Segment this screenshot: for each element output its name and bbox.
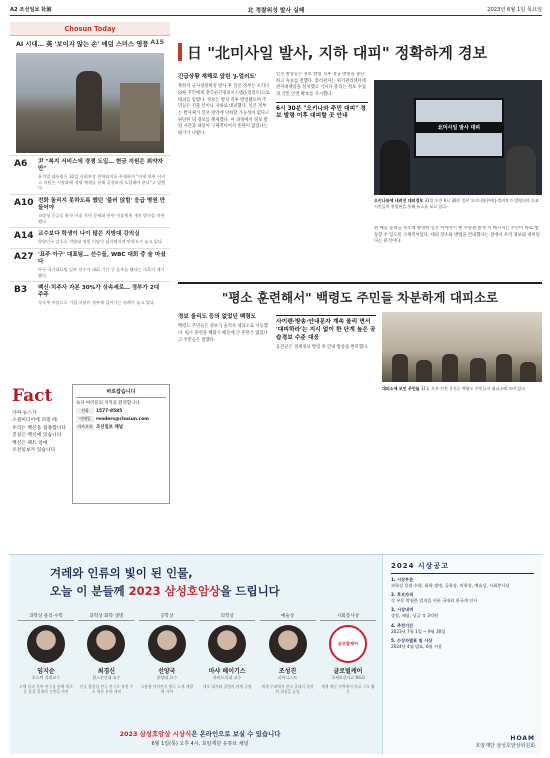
foundation-logo: HOAM 호암재단 삼성호암상위원회	[475, 735, 535, 749]
main-photo	[374, 80, 542, 195]
index-item[interactable]	[10, 155, 170, 194]
ad-notice	[382, 555, 542, 755]
index-desc: 상속세 부담으로 기업 지분이 정부에 넘어가는 사례가 늘고 있다.	[38, 300, 156, 306]
lead-photo	[16, 53, 164, 153]
main-col-3	[374, 226, 542, 276]
main-body-2: 일본 방송들은 경보 발령 직후 정규 방송을 중단하고 속보를 전했다. 총리관저는 위기관리센터에 관저대책실을 설치했고 기시다 총리는 정보 수집과 국민 안전 확보를 지시했다.	[276, 72, 366, 97]
notice-item: 1. 시상부문 과학상 물리·수학, 화학·생명, 공학상, 의학상, 예술상, 사회봉사상	[391, 577, 510, 589]
header-topic: 北 정찰위성 발사 실패	[247, 8, 305, 14]
person-silhouette	[506, 146, 536, 195]
main-col-1	[178, 72, 270, 272]
category-label: 사회봉사상	[320, 613, 376, 621]
notice-item: 4. 추천기간 2023년 7월 1일 ~ 9월 30일	[391, 622, 446, 634]
chosun-today-label: Chosun Today	[10, 22, 170, 36]
index-page: B3	[14, 285, 28, 296]
index-title: 교수보다 학생이 나이 많은 지방대 강의실	[38, 231, 140, 238]
notice-title: 2024 시상공고	[391, 561, 534, 574]
second-body-1: 백령도 주민들은 경보가 울리자 대피소로 이동했다. 평소 훈련을 해왔기 때문에 큰 혼란은 없었다고 주민들은 말했다.	[178, 324, 268, 343]
corrections-title: 바로잡습니다	[76, 388, 166, 398]
winner-card: 글로벌케어 글로벌케어 국제보건의료 NGO 세계 재난 지역에서 의료 구호 활동	[320, 625, 376, 694]
index-item[interactable]	[10, 281, 170, 309]
corrections-box	[72, 384, 170, 504]
second-subhead-2: 사이렌·방송·안내문자 계속 울리 면서 '대피하라'는 지시 없이 한 단계 높은 공습경보 수준 대응	[276, 315, 376, 342]
today-lead-page: A15	[150, 39, 164, 46]
statue-figure	[76, 71, 102, 131]
second-col-1	[178, 312, 270, 548]
index-title: 백신·치주사 자본 30%가 상속세로… 정부가 2대 주주	[38, 285, 160, 299]
winner-portrait	[87, 625, 125, 663]
index-title: '표주 아구' 대표팀… 선수들, WBC 대회 중 술 마셨다	[38, 251, 166, 265]
winner-card: 마샤 헤이기스 하버드의대 교수 세포 대사와 질병의 관계 규명	[199, 625, 255, 694]
index-desc: 야구 국가대표팀 일부 선수가 대회 기간 중 음주를 했다는 의혹이 제기됐다.	[38, 266, 165, 278]
winner-card: 선양국 한양대 교수 고용량 이차전지 양극 소재 개발에 기여	[139, 625, 195, 694]
index-item[interactable]	[10, 227, 170, 248]
index-page: A10	[14, 197, 34, 208]
index-desc: 소방청 응급실 환자 이송 지연 문제와 관련 이송체계 개선 방안을 마련했다.	[38, 212, 165, 224]
second-photo-caption: 대피소에 모인 주민들 31일 오전 인천 옹진군 백령도 주민들이 대피소에 모여 있다.	[382, 386, 527, 391]
contact-phone[interactable]: 전화 1577-8585	[76, 408, 166, 414]
fact-slogan: 가짜 뉴스가 소셜미디어에 퍼질 때 우리는 백신을 접종합니다 진실은 백신에 있습니다 백신은 팩트 앞에 조선일보가 있습니다	[12, 411, 67, 454]
index-title: 尹 "복지 서비스에 경쟁 도입… 현금 지원은 최약자만"	[38, 159, 163, 172]
main-body-3: 관 매동 승려들 정오께 방영한 일본 미야자키 현 수송관 발생 시 메시지는 주민이 바로 행동할 수 있도록 구체적이었다. 대피 장소와 방법을 안내했다는 점에서 우리 경보와 대비된다는 분석이다.	[374, 226, 540, 245]
category-label: 과학상 물리·수학	[18, 613, 74, 621]
category-label: 예술상	[260, 613, 316, 621]
contact-kakao[interactable]: 카카오톡 조선일보 채널	[77, 424, 123, 430]
second-subhead-1: 경보 울리도 등의 없었던 백령도	[178, 314, 257, 320]
fact-logo: Fact	[12, 386, 53, 406]
category-label: 공학상	[139, 613, 195, 621]
winner-card: 최경신 위스콘신대 교수 인공 광합성 전극 연구로 청정 수소 생산 분야 개척	[78, 625, 134, 694]
index-item[interactable]	[10, 194, 170, 227]
winner-portrait	[148, 625, 186, 663]
main-headline: 日 "北미사일 발사, 지하 대피" 정확하게 경보	[178, 40, 542, 64]
ad-headline-1: 겨레와 인류의 빛이 된 인물,	[50, 566, 193, 580]
ad-headline-2: 오늘 이 분들께 2023 삼성호암상을 드립니다	[50, 584, 280, 598]
fact-box	[10, 384, 170, 504]
second-body-2: 옹진군은 경계경보 발령 후 안내 방송을 반복했다.	[276, 345, 369, 351]
index-item[interactable]	[10, 248, 170, 281]
today-lead[interactable]	[10, 36, 170, 51]
headline-marker	[178, 43, 182, 61]
second-col-2	[276, 312, 376, 548]
globalcare-logo-icon: 글로벌케어	[329, 625, 367, 663]
winner-card: 조성진 피아니스트 세계 무대에서 한국 클래식 음악의 위상을 높임	[260, 625, 316, 694]
notice-item: 5. 수상자발표 및 시상 2024년 4월 발표, 6월 시상	[391, 637, 442, 649]
main-col-2	[276, 72, 368, 272]
screen-text: 北미사일 발사 대피	[416, 122, 502, 133]
category-label: 의학상	[199, 613, 255, 621]
notice-item: 3. 시상내역 상장, 메달, 상금 각 3억원	[391, 607, 439, 619]
winner-card: 임지순 포스텍 석좌교수 고체 물리 분야 연구를 통해 새로운 물질 설계의 기반을 마련	[18, 625, 74, 694]
header-section: A2 조선일보 社說	[10, 7, 52, 13]
winner-portrait	[269, 625, 307, 663]
second-headline: "평소 훈련해서" 백령도 주민들 차분하게 대피소로	[178, 282, 542, 304]
main-subhead-1: 긴급상황 재해로 알린 'J-얼러트'	[178, 74, 257, 80]
second-photo	[382, 312, 542, 382]
index-page: A14	[14, 231, 34, 242]
main-body-1: 북한의 군사정찰위성 발사 후 일본 정부는 오키나와현 주민에게 전국순간경보시스템(J-얼러트)으로 대피를 알렸다. 경보는 발사 직후 발령됐으며 주민들은 건물 안이나 지하로 대피했다. 일본 정부는 발사체가 일본 영역에 낙하할 가능성이 없다고 판단한 뒤 경보를 해제했다. 이 과정에서 경보 발령 시간과 내용이 구체적이어서 혼란이 없었다는 평가가 나왔다.	[178, 84, 270, 136]
winner-portrait	[208, 625, 246, 663]
contact-email[interactable]: 이메일 readers@chosun.com	[76, 416, 166, 422]
person-silhouette	[380, 140, 410, 195]
ad-ceremony-info: 2023 삼성호암상 시상식은 온라인으로 보실 수 있습니다 6월 1일(목) 오후 4시, 호암재단 유튜브 채널	[119, 730, 281, 747]
corrections-note: 독자 여러분의 지적을 환영합니다	[76, 401, 140, 406]
index-page: A6	[14, 159, 28, 169]
building-figure	[120, 83, 160, 141]
index-page: A27	[14, 251, 34, 262]
index-desc: 학령인구 감소로 지방대 정원 미달이 심각해지며 만학도가 늘고 있다.	[38, 239, 164, 245]
notice-item: 2. 후보자격 각 부문 탁월한 업적을 이룬 국내외 한국계 인사	[391, 592, 478, 604]
ad-categories	[18, 613, 376, 621]
index-desc: 윤석열 대통령은 31일 사회보장 전략회의를 주재하며 "이제 보편 서비스 지원은 시장화해 경쟁 체제를 통해 공정하게 도입해야 한다"고 말했다.	[38, 173, 166, 191]
main-photo-caption: 오키나와에 내려진 대피경보 31일 오전 6시 30분 일본 오키나와현에 J-얼러트가 발령되자 도쿄 시민들이 전광판을 통해 뉴스를 보고 있다.	[374, 198, 539, 209]
index-title: 전화 돌리지 못하도록 했던 '불러 앉힘' 응급 병원 만들어야	[38, 197, 166, 211]
news-screen	[414, 98, 504, 158]
page-header	[10, 4, 542, 16]
ad-winners	[18, 625, 376, 694]
today-lead-title: AI 시대… 英 '보이지 않는 손' 애덤 스미스 영풍	[16, 41, 149, 48]
main-subhead-2: 6시 30분 "오키나와 주민 대피" 경보 발령 이후 대피할 곳 안내	[276, 102, 368, 122]
chosun-today	[10, 22, 170, 382]
winner-portrait	[27, 625, 65, 663]
category-label: 과학상 화학·생명	[78, 613, 134, 621]
header-date: 2023년 6월 1일 목요일	[487, 7, 542, 13]
hoam-prize-ad[interactable]	[10, 554, 542, 754]
